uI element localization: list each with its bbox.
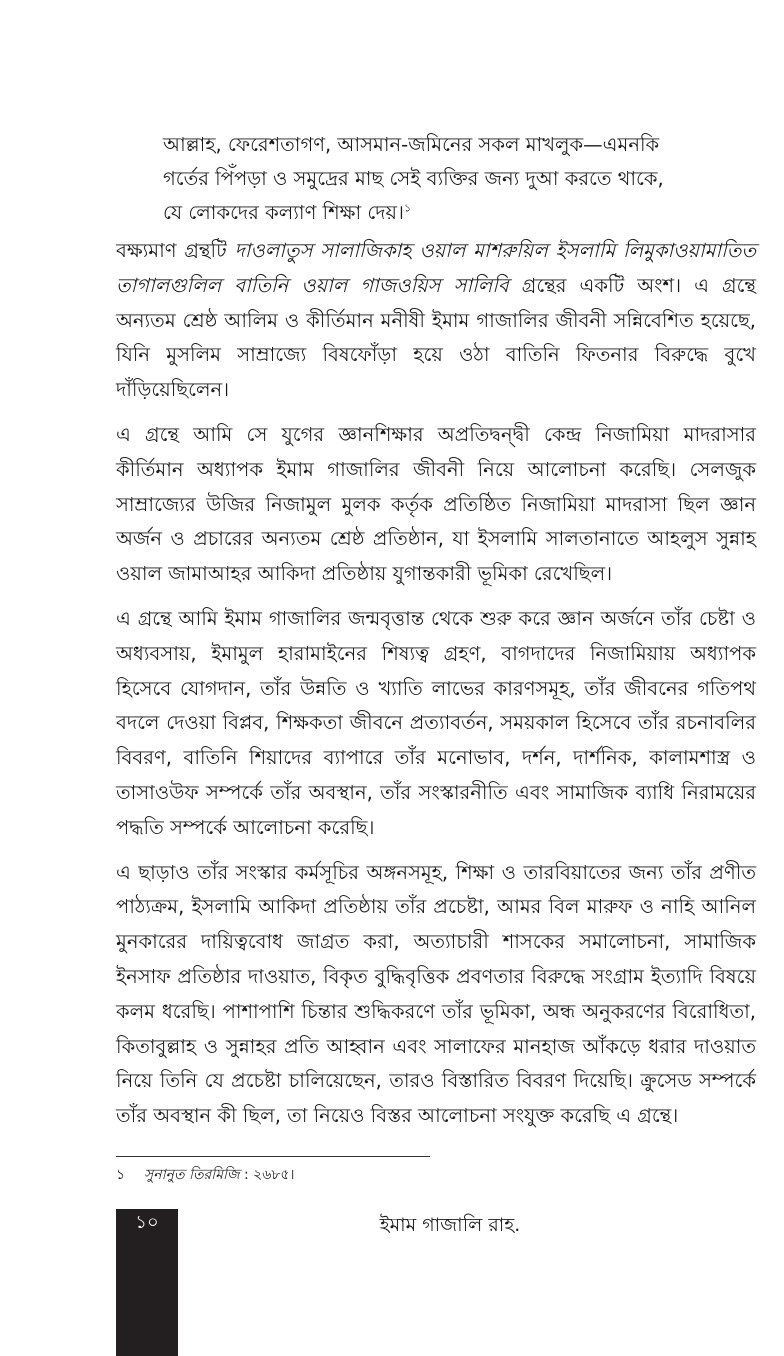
paragraph-4: এ ছাড়াও তাঁর সংস্কার কর্মসূচির অঙ্গনসমূহ, শিক্ষা ও তারবিয়াতের জন্য তাঁর প্রণীত পাঠ্যক্রম, ইসলামি আকিদা প্রতিষ্ঠায় তাঁর প্রচেষ্টা, আমর বিল মারুফ ও নাহি আনিল মুনকারের দায়িত্ববোধ জাগ্রত করা, অত্যাচারী শাসকের সমালোচনা, সামাজিক ইনসাফ প্রতিষ্ঠার দাওয়াত, বিকৃত বুদ্ধিবৃত্তিক প্রবণতার বিরুদ্ধে সংগ্রাম ইত্যাদি বিষয়ে কলম ধরেছি। পাশাপাশি চিন্তার শুদ্ধিকরণে তাঁর ভূমিকা, অন্ধ অনুকরণের বিরোধিতা, কিতাবুল্লাহ ও সুন্নাহর প্রতি আহ্বান এবং সালাফের মানহাজ আঁকড়ে ধরার দাওয়াত নিয়ে তিনি যে প্রচেষ্টা চালিয়েছেন, তারও বিস্তারিত বিবরণ দিয়েছি। ক্রুসেড সম্পর্কে তাঁর অবস্থান কী ছিল, তা নিয়েও বিস্তর আলোচনা সংযুক্ত করেছি এ গ্রন্থে। xyxy=(116,860,756,1128)
footnote xyxy=(116,1164,295,1186)
quote-line: গর্তের পিঁপড়া ও সমুদ্রের মাছ সেই ব্যক্তির জন্য দুআ করতে থাকে, xyxy=(163,167,664,190)
body-text xyxy=(116,234,756,1144)
footnote-number: ১ xyxy=(116,1167,126,1183)
footnote-divider xyxy=(116,1156,430,1157)
paragraph-3: এ গ্রন্থে আমি ইমাম গাজালির জন্মবৃত্তান্ত থেকে শুরু করে জ্ঞান অর্জনে তাঁর চেষ্টা ও অধ্যবসায়, ইমামুল হারামাইনের শিষ্যত্ব গ্রহণ, বাগদাদের নিজামিয়ায় অধ্যাপক হিসেবে যোগদান, তাঁর উন্নতি ও খ্যাতি লাভের কারণসমূহ, তাঁর জীবনের গতিপথ বদলে দেওয়া বিপ্লব, শিক্ষকতা জীবনে প্রত্যাবর্তন, সময়কাল হিসেবে তাঁর রচনাবলির বিবরণ, বাতিনি শিয়াদের ব্যাপারে তাঁর মনোভাব, দর্শন, দার্শনিক, কালামশাস্ত্র ও তাসাওউফ সম্পর্কে তাঁর অবস্থান, তাঁর সংস্কারনীতি এবং সামাজিক ব্যাধি নিরাময়ের পদ্ধতি সম্পর্কে আলোচনা করেছি। xyxy=(116,606,756,839)
paragraph-1 xyxy=(116,234,756,408)
footnote-reference[interactable]: ১ xyxy=(403,201,412,215)
paragraph-2: এ গ্রন্থে আমি সে যুগের জ্ঞানশিক্ষার অপ্রতিদ্বন্দ্বী কেন্দ্র নিজামিয়া মাদরাসার কীর্তিমান অধ্যাপক ইমাম গাজালির জীবনী নিয়ে আলোচনা করেছি। সেলজুক সাম্রাজ্যের উজির নিজামুল মুলক কর্তৃক প্রতিষ্ঠিত নিজামিয়া মাদরাসা ছিল জ্ঞান অর্জন ও প্রচারের অন্যতম শ্রেষ্ঠ প্রতিষ্ঠান, যা ইসলামি সালতানাতে আহলুস সুন্নাহ ওয়াল জামাআহর আকিদা প্রতিষ্ঠায় যুগান্তকারী ভূমিকা রেখেছিল। xyxy=(116,422,756,586)
book-title: দাওলাতুস সালাজিকাহ ওয়াল মাশরুয়িল ইসলামি লিমুকাওয়ামাতিত তাগালগুলিল বাতিনি ওয়াল গাজওয়িস সালিবি xyxy=(116,239,756,297)
quote-line xyxy=(163,196,733,230)
page-number: ১০ xyxy=(135,1212,159,1233)
quote-line-text: যে লোকদের কল্যাণ শিক্ষা দেয়। xyxy=(163,201,404,224)
quote-line: আল্লাহ, ফেরেশতাগণ, আসমান-জমিনের সকল মাখলুক—এমনকি xyxy=(163,133,660,156)
quotation-block xyxy=(163,128,733,230)
running-head: ইমাম গাজালি রাহ. xyxy=(379,1214,521,1236)
footnote-ref-text: : ২৬৮৫। xyxy=(239,1167,295,1183)
paragraph-1-start: বক্ষ্যমাণ গ্রন্থটি xyxy=(116,239,235,262)
paragraph-1-end: গ্রন্থের একটি অংশ। এ গ্রন্থে অন্যতম শ্রেষ্ঠ আলিম ও কীর্তিমান মনীষী ইমাম গাজালির জীবনী সন্নিবেশিত হয়েছে, যিনি মুসলিম সাম্রাজ্যে বিষফোঁড়া হয়ে ওঠা বাতিনি ফিতনার বিরুদ্ধে বুখে দাঁড়িয়েছিলেন। xyxy=(116,273,757,402)
page-number-tab xyxy=(116,1209,178,1356)
footnote-source: সুনানুত তিরমিজি xyxy=(144,1167,240,1183)
